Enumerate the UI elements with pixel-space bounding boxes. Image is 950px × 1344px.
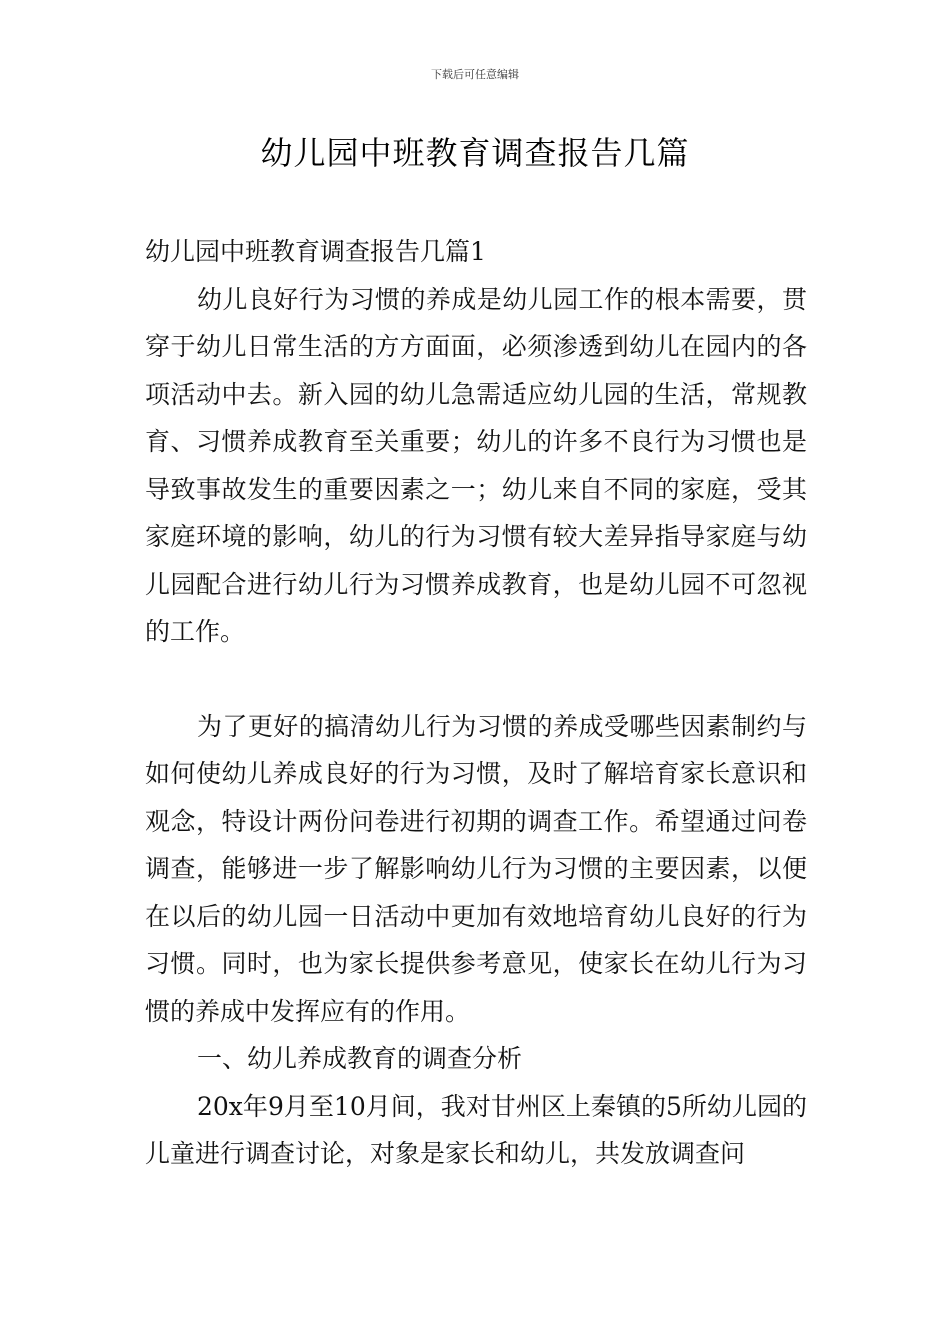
document-body [145,228,807,1178]
document-title: 幼儿园中班教育调查报告几篇 [260,134,690,172]
paragraph-2: 为了更好的搞清幼儿行为习惯的养成受哪些因素制约与如何使幼儿养成良好的行为习惯，及时了解培育家长意识和观念，特设计两份问卷进行初期的调查工作。希望通过问卷调查，能够进一步了解影响幼儿行为习惯的主要因素，以便在以后的幼儿园一日活动中更加有效地培育幼儿良好的行为习惯。同时，也为家长提供参考意见，使家长在幼儿行为习惯的养成中发挥应有的作用。 [145,711,807,1026]
paragraph-gap [145,656,807,703]
paragraph-3: 20x年9月至10月间，我对甘州区上秦镇的5所幼儿园的儿童进行调查讨论，对象是家长和幼儿，共发放调查问 [145,1091,807,1168]
paragraph-1: 幼儿良好行为习惯的养成是幼儿园工作的根本需要，贯穿于幼儿日常生活的方方面面，必须渗透到幼儿在园内的各项活动中去。新入园的幼儿急需适应幼儿园的生活，常规教育、习惯养成教育至关重要；幼儿的许多不良行为习惯也是导致事故发生的重要因素之一；幼儿来自不同的家庭，受其家庭环境的影响，幼儿的行为习惯有较大差异指导家庭与幼儿园配合进行幼儿行为习惯养成教育，也是幼儿园不可忽视的工作。 [145,284,807,646]
header-note: 下载后可任意编辑 [431,68,519,81]
subheading: 一、幼儿养成教育的调查分析 [197,1044,523,1073]
section-heading: 幼儿园中班教育调查报告几篇1 [145,237,486,266]
